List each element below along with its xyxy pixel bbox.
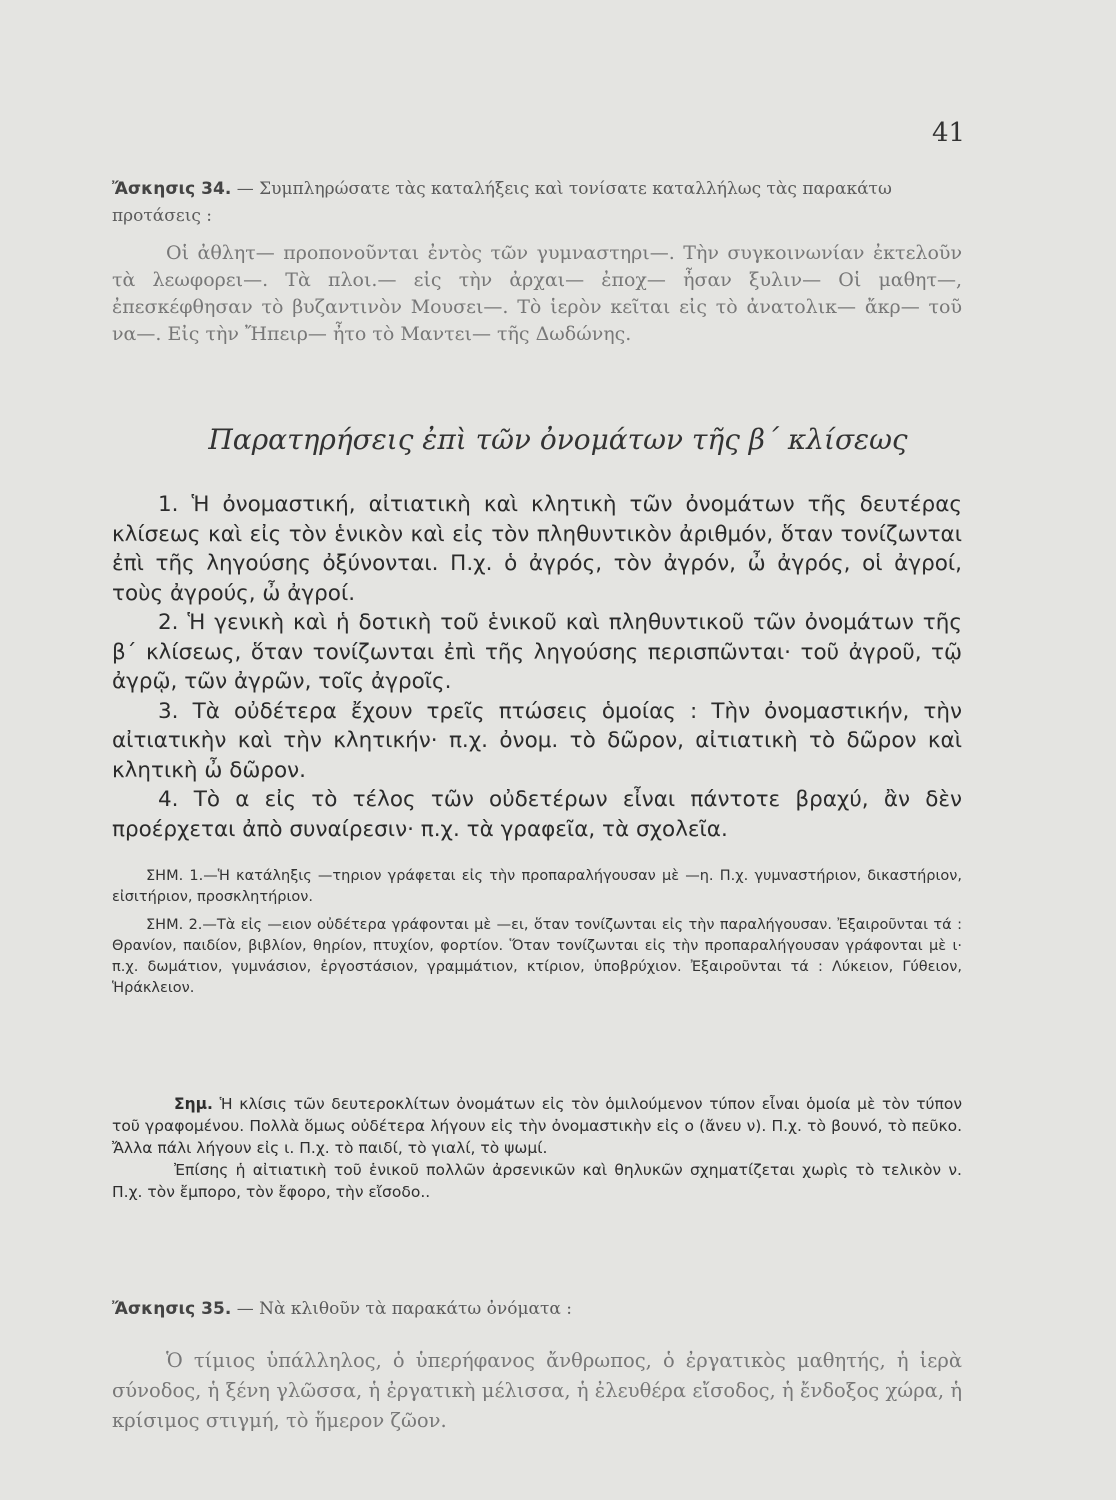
page-number: 41: [932, 118, 966, 148]
notes-block: [112, 866, 962, 1006]
exercise-35-instruction: — Νὰ κλιθοῦν τὰ παρακάτω ὀνόματα :: [236, 1299, 573, 1319]
remark-paragraph-1: [112, 1093, 962, 1159]
rule-4: 4. Τὸ α εἰς τὸ τέλος τῶν οὐδετέρων εἶναι πάντοτε βραχύ, ἂν δὲν προέρχεται ἀπὸ συναίρεσιν· π.χ. τὰ γραφεῖα, τὰ σχολεῖα.: [112, 787, 962, 842]
exercise-34-text: Οἱ ἀθλητ— προπονοῦνται ἐντὸς τῶν γυμναστηρι—. Τὴν συγκοινωνίαν ἐκτελοῦν τὰ λεωφορει—. Τὰ πλοι.— εἰς τὴν ἀρχαι— ἐποχ— ἦσαν ξυλιν— Οἱ μαθητ—, ἐπεσκέφθησαν τὸ βυζαντινὸν Μουσει—. Τὸ ἱερὸν κεῖται εἰς τὸ ἀνατολικ— ἄκρ— τοῦ να—. Εἰς τὴν Ἤπειρ— ἦτο τὸ Μαντει— τῆς Δωδώνης.: [112, 242, 962, 345]
note-2: ΣΗΜ. 2.—Τὰ εἰς —ειον οὐδέτερα γράφονται μὲ —ει, ὅταν τονίζωνται εἰς τὴν παραλήγουσαν. Ἐξαιροῦνται τά : Θρανίον, παιδίον, βιβλίον, θηρίον, πτυχίον, φορτίον. Ὅταν τονίζωνται εἰς τὴν προπαραλήγουσαν γράφονται μὲ ι· π.χ. δωμάτιον, γυμνάσιον, ἐργοστάσιον, γραμμάτιον, κτίριον, ὑποβρύχιον. Ἐξαιροῦνται τά : Λύκειον, Γύθειον, Ἡράκλειον.: [112, 917, 962, 996]
exercise-35-label: Ἄσκησις 35.: [112, 1299, 232, 1319]
rule-2: 2. Ἡ γενικὴ καὶ ἡ δοτικὴ τοῦ ἑνικοῦ καὶ πληθυντικοῦ τῶν ὀνομάτων τῆς β΄ κλίσεως, ὅταν τονίζωνται ἐπὶ τῆς ληγούσης περισπῶνται· τοῦ ἀγροῦ, τῷ ἀγρῷ, τῶν ἀγρῶν, τοῖς ἀγροῖς.: [112, 610, 962, 694]
remark-label: Σημ.: [174, 1095, 213, 1113]
exercise-35-heading: [112, 1296, 962, 1323]
section-title: Παρατηρήσεις ἐπὶ τῶν ὀνομάτων τῆς β΄ κλίσεως: [208, 423, 908, 456]
rule-1: 1. Ἡ ὀνομαστική, αἰτιατικὴ καὶ κλητικὴ τῶν ὀνομάτων τῆς δευτέρας κλίσεως καὶ εἰς τὸν ἑνικὸν καὶ εἰς τὸν πληθυντικὸν ἀριθμόν, ὅταν τονίζωνται ἐπὶ τῆς ληγούσης ὀξύνονται. Π.χ. ὁ ἀγρός, τὸν ἀγρόν, ὦ ἀγρός, οἱ ἀγροί, τοὺς ἀγρούς, ὦ ἀγροί.: [112, 492, 962, 606]
remark-text-1: Ἡ κλίσις τῶν δευτεροκλίτων ὀνομάτων εἰς τὸν ὁμιλούμενον τύπον εἶναι ὁμοία μὲ τὸν τύπον τοῦ γραφομένου. Πολλὰ ὅμως οὐδέτερα λήγουν εἰς τὴν ὀνομαστικὴν εἰς ο (ἄνευ ν). Π.χ. τὸ βουνό, τὸ πεῦκο. Ἄλλα πάλι λήγουν εἰς ι. Π.χ. τὸ παιδί, τὸ γιαλί, τὸ ψωμί.: [112, 1095, 962, 1157]
rule-3: 3. Τὰ οὐδέτερα ἔχουν τρεῖς πτώσεις ὁμοίας : Τὴν ὀνομαστικήν, τὴν αἰτιατικὴν καὶ τὴν κλητικήν· π.χ. ὀνομ. τὸ δῶρον, αἰτιατικὴ τὸ δῶρον καὶ κλητικὴ ὦ δῶρον.: [112, 698, 962, 783]
rules-list: [112, 490, 962, 844]
exercise-35-body: [112, 1346, 962, 1436]
exercise-34-instruction: — Συμπληρώσατε τὰς καταλήξεις καὶ τονίσατε καταλλήλως τὰς παρακάτω προτάσεις :: [112, 179, 892, 226]
remark-paragraph-2: Ἐπίσης ἡ αἰτιατικὴ τοῦ ἑνικοῦ πολλῶν ἀρσενικῶν καὶ θηλυκῶν σχηματίζεται χωρὶς τὸ τελικὸν ν. Π.χ. τὸν ἔμπορο, τὸν ἔφορο, τὴν εἴσοδο..: [112, 1161, 962, 1201]
exercise-35-text: Ὁ τίμιος ὑπάλληλος, ὁ ὑπερήφανος ἄνθρωπος, ὁ ἐργατικὸς μαθητής, ἡ ἱερὰ σύνοδος, ἡ ξένη γλῶσσα, ἡ ἐργατικὴ μέλισσα, ἡ ἐλευθέρα εἴσοδος, ἡ ἔνδοξος χώρα, ἡ κρίσιμος στιγμή, τὸ ἥμερον ζῶον.: [112, 1349, 962, 1432]
exercise-34-heading: [112, 176, 962, 230]
remark-block: [112, 1093, 962, 1203]
note-1: ΣΗΜ. 1.—Ἡ κατάληξις —τηριον γράφεται εἰς τὴν προπαραλήγουσαν μὲ —η. Π.χ. γυμναστήριον, δικαστήριον, εἰσιτήριον, προσκλητήριον.: [112, 868, 962, 905]
exercise-34-body: [112, 240, 962, 348]
exercise-34-label: Ἄσκησις 34.: [112, 179, 232, 199]
